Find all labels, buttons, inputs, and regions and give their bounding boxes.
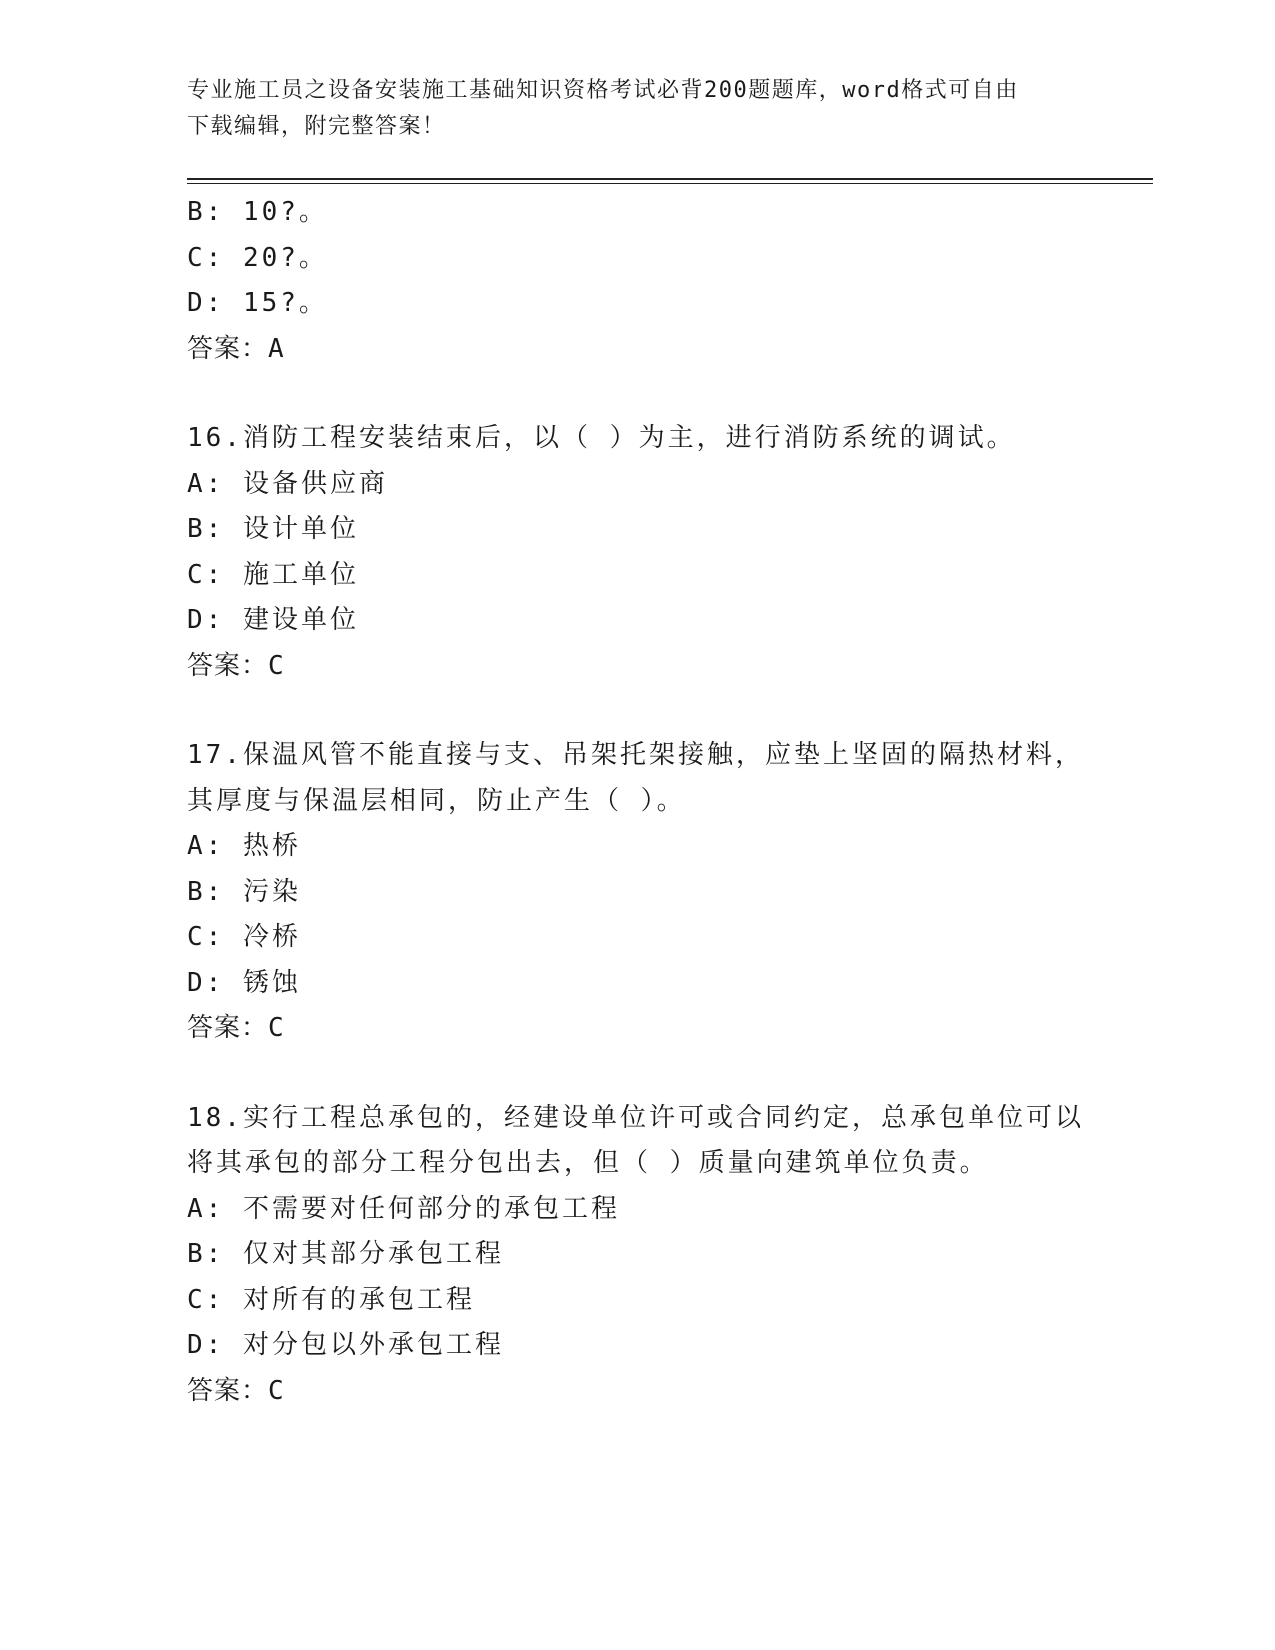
header-divider-thin [187,183,1153,184]
header-title-line-1: 专业施工员之设备安装施工基础知识资格考试必背200题题库，word格式可自由 [187,78,1019,103]
option-b: B: 10?。 [187,197,328,227]
answer-line: 答案：C [187,650,285,681]
spacer [187,372,1087,416]
option-c: C: 对所有的承包工程 [187,1284,475,1315]
answer-line: 答案：C [187,1375,285,1406]
question-text-line-1: 17.保温风管不能直接与支、吊架托架接触，应垫上坚固的隔热材料， [187,740,1084,770]
page-header [187,73,1067,145]
option-b: B: 污染 [187,876,301,907]
question-text-line-2: 将其承包的部分工程分包出去，但（ ）质量向建筑单位负责。 [187,1148,989,1178]
option-c: C: 冷桥 [187,922,301,952]
option-b: B: 设计单位 [187,514,359,544]
option-d: D: 建设单位 [187,605,359,635]
option-c: C: 施工单位 [187,559,359,590]
option-a: A: 不需要对任何部分的承包工程 [187,1193,620,1224]
answer-line: 答案：C [187,1013,285,1043]
answer-line: 答案：A [187,333,285,364]
header-title-line-2: 下载编辑，附完整答案！ [187,114,446,139]
option-b: B: 仅对其部分承包工程 [187,1239,504,1269]
question-18 [187,1096,1087,1415]
option-a: A: 热桥 [187,831,301,861]
question-text: 16.消防工程安装结束后，以（ ）为主，进行消防系统的调试。 [187,423,1016,453]
option-a: A: 设备供应商 [187,468,388,499]
header-divider-thick [187,178,1153,180]
question-17 [187,733,1087,1052]
spacer [187,1052,1087,1096]
option-d: D: 15?。 [187,288,328,318]
spacer [187,689,1087,733]
question-text-line-1: 18.实行工程总承包的，经建设单位许可或合同约定，总承包单位可以 [187,1102,1084,1133]
question-16 [187,416,1087,689]
question-15-partial [187,190,1087,372]
option-c: C: 20?。 [187,242,328,273]
option-d: D: 对分包以外承包工程 [187,1330,504,1360]
question-list [187,190,1087,1414]
question-text-line-2: 其厚度与保温层相同，防止产生（ ）。 [187,785,686,816]
option-d: D: 锈蚀 [187,967,301,998]
